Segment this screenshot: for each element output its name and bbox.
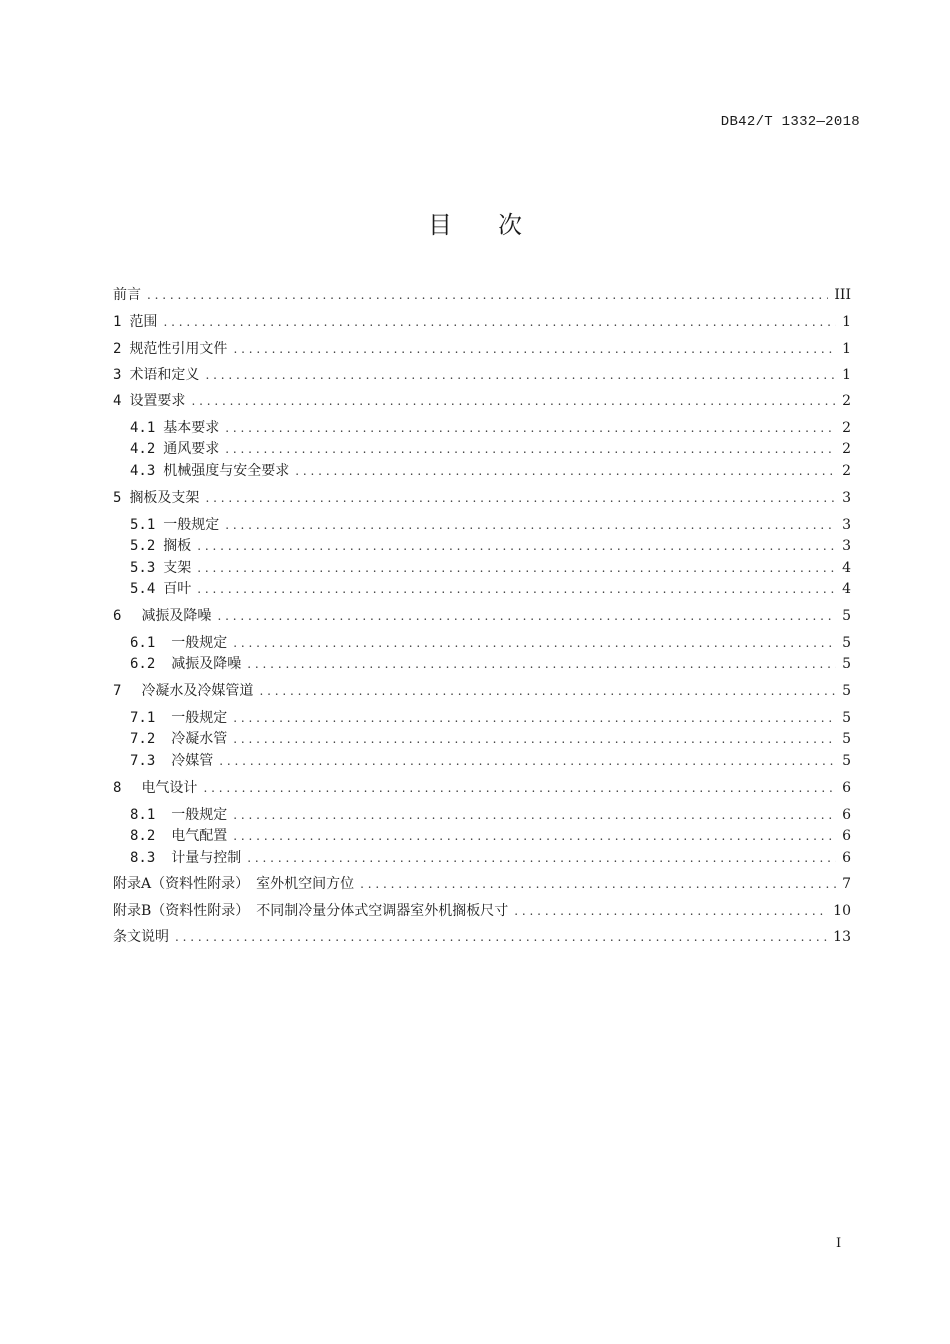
toc-entry-title: 基本要求	[163, 420, 220, 436]
document-code: DB42/T 1332—2018	[720, 114, 860, 130]
toc-entry-title: 范围	[129, 314, 158, 330]
page-number: I	[836, 1236, 842, 1251]
toc-entry[interactable]	[113, 365, 851, 386]
toc-entry-title: 一般规定	[163, 517, 220, 533]
dot-leader	[205, 365, 836, 386]
dot-leader	[295, 461, 836, 482]
toc-entry-page: III	[834, 287, 851, 303]
toc-entry-number: 1	[113, 314, 122, 330]
toc-entry-number: 4	[113, 393, 122, 409]
toc-entry[interactable]	[113, 285, 851, 306]
toc-entry-page: 1	[842, 314, 851, 330]
toc-entry-title: 前言	[113, 287, 141, 303]
dot-leader	[233, 708, 836, 729]
toc-entry-page: 2	[842, 393, 851, 409]
toc-entry-page: 5	[842, 731, 851, 747]
toc-entry[interactable]	[130, 579, 851, 600]
dot-leader	[247, 848, 836, 869]
toc-entry[interactable]	[113, 312, 851, 333]
dot-leader	[259, 681, 836, 702]
toc-entry-number: 8.2	[130, 828, 156, 844]
toc-entry-number: 4.3	[130, 463, 156, 479]
toc-entry-title: 减振及降噪	[171, 656, 242, 672]
toc-entry-title: 条文说明	[113, 929, 169, 945]
dot-leader	[233, 633, 836, 654]
toc-entry[interactable]	[130, 439, 851, 460]
dot-leader	[247, 654, 836, 675]
toc-entry-title: 电气设计	[141, 780, 198, 796]
toc-entry-page: 4	[842, 581, 851, 597]
dot-leader	[233, 805, 836, 826]
toc-entry-title: 冷凝水管	[171, 731, 228, 747]
dot-leader	[219, 751, 836, 772]
toc-entry[interactable]	[113, 901, 851, 922]
toc-entry-page: 5	[842, 753, 851, 769]
toc-entry-page: 4	[842, 560, 851, 576]
toc-entry[interactable]	[113, 488, 851, 509]
dot-leader	[197, 579, 836, 600]
toc-entry[interactable]	[113, 339, 851, 360]
toc-entry[interactable]	[130, 418, 851, 439]
toc-entry-page: 1	[842, 341, 851, 357]
toc-entry-page: 2	[842, 441, 851, 457]
toc-entry-page: 6	[842, 780, 851, 796]
dot-leader	[233, 826, 836, 847]
toc-entry-number: 5.4	[130, 581, 156, 597]
toc-entry-page: 2	[842, 463, 851, 479]
toc-entry-page: 5	[842, 608, 851, 624]
toc-entry-number: 4.2	[130, 441, 156, 457]
dot-leader	[175, 927, 827, 948]
toc-entry[interactable]	[130, 729, 851, 750]
page-title-char-2: 次	[498, 211, 522, 239]
toc-entry-page: 5	[842, 635, 851, 651]
toc-entry[interactable]	[130, 751, 851, 772]
toc-entry[interactable]	[130, 848, 851, 869]
toc-entry-number: 7.2	[130, 731, 156, 747]
toc-entry[interactable]	[113, 927, 851, 948]
toc-entry-page: 5	[842, 656, 851, 672]
toc-entry-title: 减振及降噪	[141, 608, 212, 624]
toc-entry[interactable]	[113, 681, 851, 702]
toc-entry-title: 计量与控制	[171, 850, 242, 866]
toc-entry-title: 支架	[163, 560, 192, 576]
dot-leader	[233, 339, 836, 360]
dot-leader	[225, 418, 836, 439]
toc-entry[interactable]	[113, 391, 851, 412]
toc-entry-number: 8.3	[130, 850, 156, 866]
toc-entry-number: 2	[113, 341, 122, 357]
toc-entry-page: 6	[842, 828, 851, 844]
toc-entry-number: 6	[113, 608, 122, 624]
toc-entry-page: 6	[842, 807, 851, 823]
toc-entry-title: 设置要求	[129, 393, 186, 409]
dot-leader	[203, 778, 836, 799]
dot-leader	[147, 285, 828, 306]
toc-entry-title: 一般规定	[171, 635, 228, 651]
dot-leader	[233, 729, 836, 750]
toc-entry-number: 4.1	[130, 420, 156, 436]
toc-entry[interactable]	[130, 654, 851, 675]
toc-entry-title: 通风要求	[163, 441, 220, 457]
toc-entry-title: 电气配置	[171, 828, 228, 844]
toc-entry-number: 7	[113, 683, 122, 699]
toc-entry-number: 7.1	[130, 710, 156, 726]
toc-entry-page: 13	[833, 929, 851, 945]
dot-leader	[217, 606, 836, 627]
toc-entry-page: 1	[842, 367, 851, 383]
dot-leader	[514, 901, 827, 922]
toc-entry-number: 5.2	[130, 538, 156, 554]
dot-leader	[360, 874, 836, 895]
toc-entry-number: 6.2	[130, 656, 156, 672]
toc-entry-number: 5.1	[130, 517, 156, 533]
toc-entry[interactable]	[130, 633, 851, 654]
toc-entry-number: 3	[113, 367, 122, 383]
page-title	[0, 205, 950, 240]
toc-entry-page: 2	[842, 420, 851, 436]
toc-entry-page: 5	[842, 710, 851, 726]
dot-leader	[225, 515, 836, 536]
toc-entry-title: 机械强度与安全要求	[163, 463, 290, 479]
dot-leader	[225, 439, 836, 460]
toc-entry-title: 百叶	[163, 581, 192, 597]
dot-leader	[197, 536, 836, 557]
toc-entry-title: 规范性引用文件	[129, 341, 228, 357]
toc-entry-page: 10	[833, 903, 851, 919]
dot-leader	[205, 488, 836, 509]
toc-entry-title: 一般规定	[171, 710, 228, 726]
toc-entry-title: 冷凝水及冷媒管道	[141, 683, 254, 699]
toc-entry[interactable]	[113, 778, 851, 799]
toc-entry[interactable]	[130, 461, 851, 482]
toc-entry[interactable]	[130, 515, 851, 536]
toc-entry[interactable]	[113, 874, 851, 895]
toc-entry-number: 8.1	[130, 807, 156, 823]
toc-entry[interactable]	[130, 708, 851, 729]
dot-leader	[163, 312, 836, 333]
toc-entry-number: 5.3	[130, 560, 156, 576]
toc-entry-title: 搁板	[163, 538, 192, 554]
toc-entry-page: 3	[842, 490, 851, 506]
toc-entry-page: 3	[842, 538, 851, 554]
toc-entry[interactable]	[113, 606, 851, 627]
toc-entry-number: 5	[113, 490, 122, 506]
toc-entry-page: 3	[842, 517, 851, 533]
toc-entry[interactable]	[130, 805, 851, 826]
toc-entry-title: 附录B（资料性附录） 不同制冷量分体式空调器室外机搁板尺寸	[113, 903, 509, 919]
page-title-char-1: 目	[428, 211, 452, 239]
toc-entry[interactable]	[130, 558, 851, 579]
dot-leader	[191, 391, 836, 412]
toc-entry-number: 6.1	[130, 635, 156, 651]
toc-entry[interactable]	[130, 536, 851, 557]
toc-entry[interactable]	[130, 826, 851, 847]
toc-entry-page: 5	[842, 683, 851, 699]
toc-entry-title: 术语和定义	[129, 367, 200, 383]
toc-entry-title: 搁板及支架	[129, 490, 200, 506]
toc-entry-title: 一般规定	[171, 807, 228, 823]
toc-entry-page: 6	[842, 850, 851, 866]
toc-entry-title: 附录A（资料性附录） 室外机空间方位	[113, 876, 355, 892]
toc-entry-number: 8	[113, 780, 122, 796]
toc-entry-page: 7	[842, 876, 851, 892]
toc-entry-number: 7.3	[130, 753, 156, 769]
dot-leader	[197, 558, 836, 579]
toc-entry-title: 冷媒管	[171, 753, 214, 769]
